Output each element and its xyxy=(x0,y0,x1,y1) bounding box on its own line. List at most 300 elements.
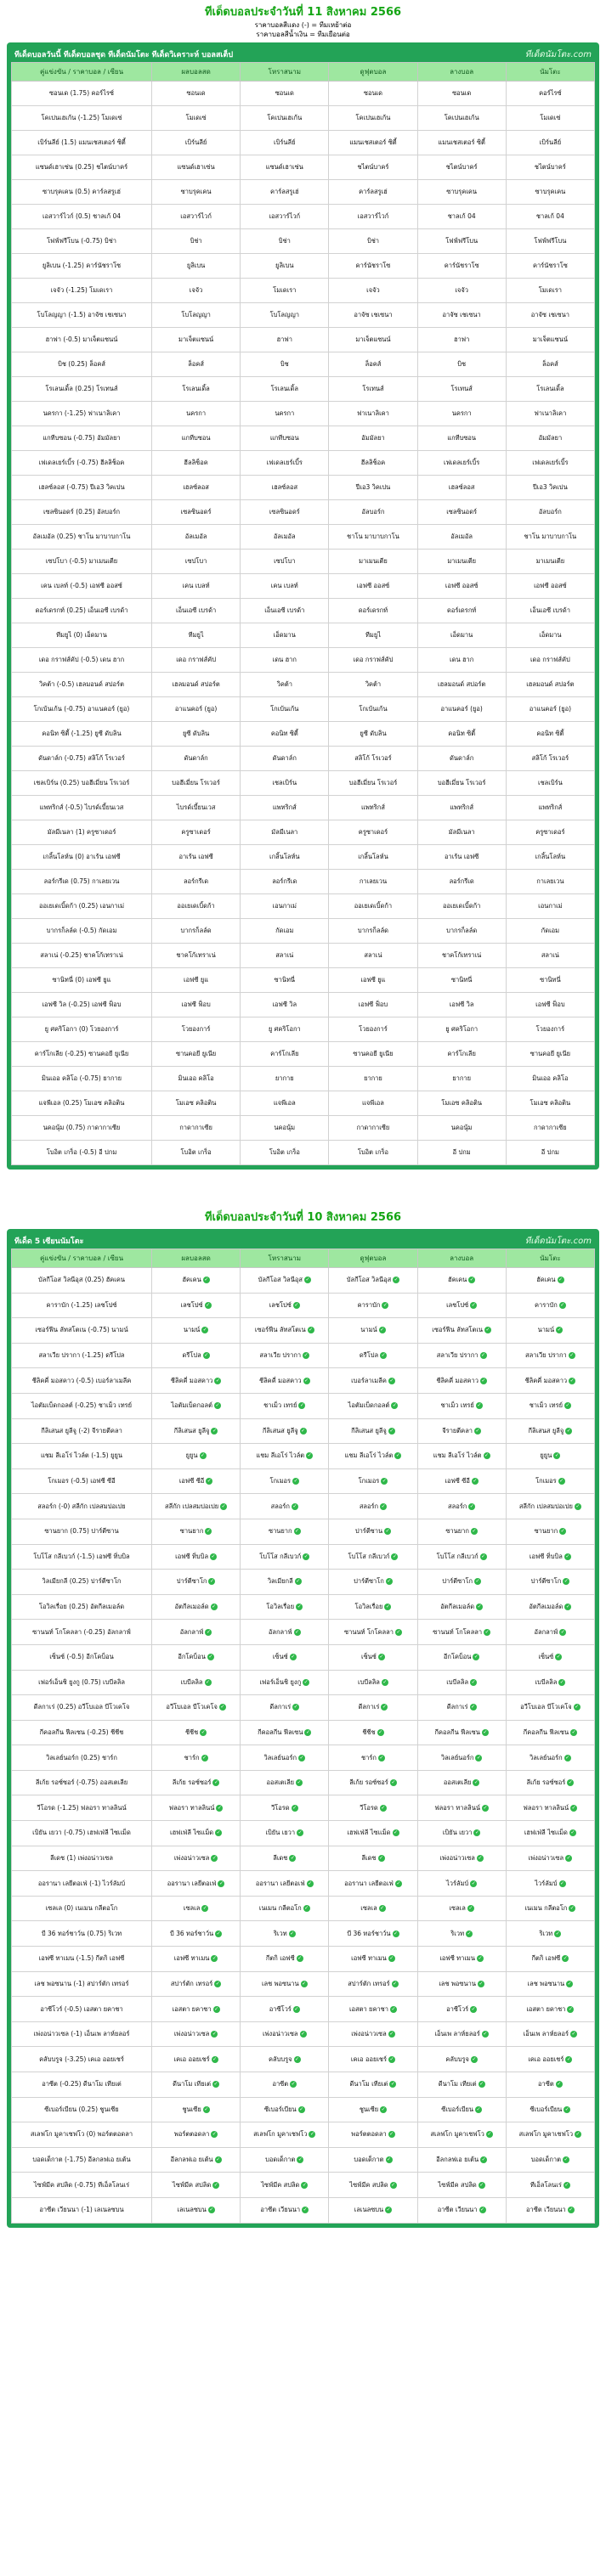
check-icon: ✓ xyxy=(569,2207,574,2213)
pick-cell xyxy=(329,845,417,870)
match-cell xyxy=(12,1343,152,1368)
cell-text: เจจัว xyxy=(366,286,380,294)
table-row xyxy=(12,599,595,623)
pick-cell xyxy=(506,205,594,229)
pick-cell xyxy=(152,1871,241,1897)
table-row xyxy=(12,1268,595,1294)
table-row xyxy=(12,820,595,845)
match-cell xyxy=(12,2072,152,2098)
cell-text: สลอร์ก xyxy=(359,1502,379,1510)
cell-text: เชลเบิร์น xyxy=(538,779,563,786)
pick-cell xyxy=(506,894,594,919)
check-icon: ✓ xyxy=(291,2081,296,2088)
cell-text: ดอร์เดรกท์ xyxy=(446,606,477,614)
cell-text: ออรานา เลยีตอเฟ่ (-1) ไวร์ลัมบ์ xyxy=(37,1879,126,1887)
cell-text: เลช พอซนาน xyxy=(527,1979,565,1987)
cell-text: ไอตัมเบ็ดกอลต์ xyxy=(171,1401,212,1410)
column-header: นัมโตะ xyxy=(506,63,594,82)
cell-text: เลช พอซนาน xyxy=(261,1979,299,1987)
check-icon: ✓ xyxy=(565,1754,570,1761)
cell-text: คลับบรูจ xyxy=(269,2055,292,2063)
pick-cell xyxy=(241,1594,329,1620)
pick-cell xyxy=(417,2047,506,2072)
pick-cell xyxy=(506,993,594,1017)
pick-cell xyxy=(329,1494,417,1519)
cell-text: โบโลญญา xyxy=(269,311,299,318)
cell-text: ยูซี ดับลิน xyxy=(360,730,387,737)
cell-text: อัลกลาฟ์ xyxy=(268,1627,292,1636)
pick-cell xyxy=(241,1544,329,1570)
cell-text: วิคต้า xyxy=(365,680,382,688)
cell-text: เอฟซี วิล xyxy=(272,1001,297,1008)
match-cell xyxy=(12,697,152,722)
cell-text: ไบรด์เบี้ยนเวส xyxy=(176,803,216,811)
pick-cell xyxy=(329,2147,417,2173)
cell-text: กัดเอม xyxy=(275,927,294,934)
cell-text: โกเมอร (-0.5) เอฟซี ซีอี xyxy=(48,1477,116,1485)
pick-cell xyxy=(152,747,241,771)
pick-cell xyxy=(241,2173,329,2198)
check-icon: ✓ xyxy=(202,1754,207,1761)
match-cell xyxy=(12,1695,152,1721)
pick-cell xyxy=(241,352,329,377)
pick-cell xyxy=(506,968,594,993)
pick-cell xyxy=(506,1318,594,1344)
cell-text: คาร์นัชราโซ xyxy=(444,262,479,269)
cell-text: เฮลมอนด์ สปอร์ต xyxy=(438,680,486,688)
table-row xyxy=(12,623,595,648)
pick-cell xyxy=(329,1519,417,1544)
pick-cell xyxy=(417,328,506,352)
table-row xyxy=(12,426,595,451)
pick-cell xyxy=(417,1293,506,1318)
check-icon: ✓ xyxy=(201,1452,206,1459)
cell-text: ชไตน์บาคร์ xyxy=(357,163,389,171)
check-icon: ✓ xyxy=(487,2131,492,2138)
pick-cell xyxy=(241,1444,329,1469)
table-row xyxy=(12,1042,595,1067)
check-icon: ✓ xyxy=(381,1804,386,1811)
cell-text: เอฟซี ยูแ xyxy=(184,976,209,984)
pick-cell xyxy=(329,229,417,254)
pick-cell xyxy=(152,722,241,747)
pick-cell xyxy=(417,1570,506,1595)
cell-text: เจจัว xyxy=(189,286,203,294)
match-cell xyxy=(12,254,152,279)
cell-text: ชาร์ก xyxy=(184,1753,200,1761)
cell-text: อาซีต เวียนนา xyxy=(437,2206,478,2214)
cell-text: โบโลญญา xyxy=(181,311,211,318)
match-cell xyxy=(12,919,152,944)
match-cell xyxy=(12,426,152,451)
check-icon: ✓ xyxy=(471,1301,476,1308)
cell-text: ซานิทนี่ xyxy=(450,976,473,984)
pick-cell xyxy=(417,1947,506,1972)
match-cell xyxy=(12,1896,152,1921)
check-icon: ✓ xyxy=(378,1728,383,1735)
check-icon: ✓ xyxy=(212,2131,217,2138)
cell-text: เลเนลซบน xyxy=(354,2206,384,2214)
cell-text: เซปโบา (-0.5) มาเมนเตีย xyxy=(45,557,118,565)
cell-text: ลีเก้ย รอซ์ซอร์ xyxy=(172,1778,212,1787)
match-cell xyxy=(12,894,152,919)
check-icon: ✓ xyxy=(212,1604,217,1610)
pick-cell xyxy=(506,1519,594,1544)
pick-cell xyxy=(329,1444,417,1469)
cell-text: ล็อคส์ xyxy=(365,360,382,368)
cell-text: เซ็นซ์ xyxy=(538,1653,554,1661)
pick-cell xyxy=(417,722,506,747)
cell-text: สลีกัก เปลสมปอเปย xyxy=(518,1502,573,1510)
pick-cell xyxy=(152,771,241,796)
cell-text: โบอิต เกร็อ xyxy=(357,1148,389,1156)
pick-cell xyxy=(506,1896,594,1921)
pick-cell xyxy=(417,1720,506,1745)
cell-text: เซลเล xyxy=(449,1904,466,1913)
table-row xyxy=(12,747,595,771)
check-icon: ✓ xyxy=(396,1628,401,1635)
cell-text: เบบีลลิล xyxy=(446,1677,469,1686)
pick-cell xyxy=(417,944,506,968)
cell-text: เฮลซ์ลอส (-0.75) ปีเอ3 วิคเปน xyxy=(38,483,125,491)
pick-cell xyxy=(417,1594,506,1620)
cell-text: กัดเอม xyxy=(541,927,560,934)
pick-cell xyxy=(152,2197,241,2223)
match-cell xyxy=(12,402,152,426)
cell-text: คาราบัก xyxy=(357,1300,381,1309)
check-icon: ✓ xyxy=(213,2181,218,2188)
pick-cell xyxy=(506,1971,594,1997)
cell-text: เดอ กราฟส์คัป xyxy=(176,656,216,663)
cell-text: เบิยัน เยวา xyxy=(442,1829,473,1837)
cell-text: เดน ฮาก xyxy=(272,656,297,663)
cell-text: โวยองการ์ xyxy=(181,1025,211,1033)
cell-text: ครูซาเดอร์ xyxy=(181,828,211,836)
table-row xyxy=(12,697,595,722)
pick-cell xyxy=(152,1116,241,1141)
pick-cell xyxy=(329,820,417,845)
pick-cell xyxy=(241,1971,329,1997)
pick-cell xyxy=(152,1997,241,2022)
check-icon: ✓ xyxy=(478,1955,483,1962)
table-row xyxy=(12,1519,595,1544)
check-icon: ✓ xyxy=(560,1528,565,1535)
cell-text: แมนเชสเตอร์ ซิตี้ xyxy=(438,138,485,146)
check-icon: ✓ xyxy=(303,2207,308,2213)
table-row xyxy=(12,1695,595,1721)
pick-cell xyxy=(241,180,329,205)
cell-text: โมเอซ คลิอติน xyxy=(441,1099,482,1107)
pick-cell xyxy=(417,402,506,426)
pick-cell xyxy=(152,1947,241,1972)
cell-text: ดีลกาเร่ xyxy=(446,1703,468,1711)
match-cell xyxy=(12,2047,152,2072)
cell-text: นคอนุ้ม xyxy=(274,1124,296,1131)
cell-text: แชม ลีเอโร่ ไวล์ต xyxy=(344,1451,394,1460)
cell-text: ริเวท xyxy=(273,1929,287,1937)
pick-cell xyxy=(329,796,417,820)
table-row xyxy=(12,1141,595,1165)
cell-text: ยู ศคริโอกา (0) โวยองการ์ xyxy=(44,1025,119,1033)
pick-cell xyxy=(329,2072,417,2098)
pick-cell xyxy=(152,673,241,697)
cell-text: แซนด์เฮาเซ่น (0.25) ชไตน์บาคร์ xyxy=(35,163,128,171)
check-icon: ✓ xyxy=(207,1478,212,1485)
pick-cell xyxy=(506,402,594,426)
table-row xyxy=(12,2072,595,2098)
cell-text: ปีเอ3 วิคเปน xyxy=(533,483,568,491)
pick-cell xyxy=(241,1468,329,1494)
cell-text: นครกา (-1.25) ฟาเนาลิเคา xyxy=(42,409,121,417)
pick-cell xyxy=(241,82,329,106)
pick-cell xyxy=(506,1042,594,1067)
cell-text: เอ็ดมาน xyxy=(450,631,473,639)
pick-cell xyxy=(241,525,329,550)
match-cell xyxy=(12,1846,152,1871)
table-row xyxy=(12,254,595,279)
table-row xyxy=(12,2197,595,2223)
pick-cell xyxy=(152,1720,241,1745)
pick-cell xyxy=(506,1947,594,1972)
cell-text: นามน์ xyxy=(183,1326,201,1334)
pick-cell xyxy=(329,106,417,131)
pick-cell xyxy=(506,1997,594,2022)
pick-cell xyxy=(506,1418,594,1444)
cell-text: โบโโส กลีเบวก์ xyxy=(348,1552,390,1560)
pick-cell xyxy=(329,82,417,106)
check-icon: ✓ xyxy=(568,1779,573,1786)
check-icon: ✓ xyxy=(473,1654,479,1660)
check-icon: ✓ xyxy=(394,1277,399,1283)
cell-text: ออเยเดเบิ้ดก้า (0.25) เอนกาเม่ xyxy=(38,902,125,910)
column-header: โหราสนาม xyxy=(241,63,329,82)
cell-text: โมเดเซ่ xyxy=(540,114,561,121)
cell-text: ยูยูน xyxy=(540,1451,552,1460)
cell-text: ฮาฟา (-0.5) มาเจ็ตแซนน์ xyxy=(45,335,118,343)
cell-text: อัลเมอัล xyxy=(273,533,296,540)
pick-cell xyxy=(329,673,417,697)
pick-cell xyxy=(506,451,594,476)
match-cell xyxy=(12,722,152,747)
table-row xyxy=(12,1594,595,1620)
cell-text: ชีลิคคี่ มอสคาว xyxy=(524,1376,568,1384)
cell-text: ดอร์เดรกท์ xyxy=(358,606,388,614)
pick-cell xyxy=(506,1644,594,1670)
cell-text: เซ็นซ์ xyxy=(272,1653,288,1661)
cell-text: ทีมยูไ (0) เอ็ดมาน xyxy=(56,631,107,639)
pick-cell xyxy=(241,279,329,303)
table-row xyxy=(12,919,595,944)
cell-text: แชม ลีเอโร่ ไวล์ต xyxy=(256,1451,305,1460)
cell-text: ออเยเดเบิ้ดก้า xyxy=(442,902,481,910)
cell-text: เฟอร์เอ็นชิ ยูงกู xyxy=(259,1677,302,1686)
cell-text: เคเอ ออยเชร์ xyxy=(528,2055,564,2063)
check-icon: ✓ xyxy=(389,1377,394,1384)
match-cell xyxy=(12,2197,152,2223)
header-2 xyxy=(0,1207,606,1226)
pick-cell xyxy=(241,1896,329,1921)
pick-cell xyxy=(506,1570,594,1595)
pick-cell xyxy=(152,1795,241,1821)
pick-cell xyxy=(241,2197,329,2223)
match-cell xyxy=(12,106,152,131)
pick-cell xyxy=(417,2173,506,2198)
cell-text: บากรก็ลล์ด xyxy=(446,927,478,934)
match-cell xyxy=(12,476,152,500)
pick-cell xyxy=(506,845,594,870)
match-cell xyxy=(12,993,152,1017)
check-icon: ✓ xyxy=(380,1327,385,1333)
cell-text: ฟาเนาลิเคา xyxy=(534,409,567,417)
check-icon: ✓ xyxy=(208,1654,213,1660)
check-icon: ✓ xyxy=(480,1352,486,1359)
cell-text: เซอร์ฟีน ลัทสโตเน xyxy=(254,1326,306,1334)
pick-cell xyxy=(329,747,417,771)
check-icon: ✓ xyxy=(475,1427,480,1434)
check-icon: ✓ xyxy=(215,1980,220,1987)
cell-text: มาเจ็ตแซนน์ xyxy=(355,335,391,343)
check-icon: ✓ xyxy=(381,1352,386,1359)
cell-text: เอ็นเอซี เบรด้า xyxy=(530,606,570,614)
pick-cell xyxy=(417,796,506,820)
pick-cell xyxy=(152,1318,241,1344)
pick-cell xyxy=(417,574,506,599)
check-icon: ✓ xyxy=(391,2181,396,2188)
pick-cell xyxy=(152,1368,241,1394)
pick-cell xyxy=(417,870,506,894)
cell-text: เฮลมอนด์ สปอร์ต xyxy=(172,680,220,688)
cell-text: ซาบรุคเคน xyxy=(535,188,566,195)
cell-text: กีลิเสนส ยูลีจู (-2) จีรายตีคลา xyxy=(41,1426,122,1435)
cell-text: โรเลนเดิ้ล xyxy=(536,385,564,392)
pick-cell xyxy=(241,1670,329,1695)
cell-text: เซลซินอดร์ xyxy=(269,508,300,516)
cell-text: เซ็นซ์ (-0.5) อีกโคบ็อน xyxy=(49,1653,114,1661)
check-icon: ✓ xyxy=(471,1880,476,1886)
pick-cell xyxy=(506,1921,594,1947)
pick-cell xyxy=(506,1268,594,1294)
cell-text: ซานยาก (0.75) ปาร์ตีซาน xyxy=(44,1527,119,1536)
pick-cell xyxy=(152,599,241,623)
cell-text: บอฮีเมี่ยน โรเวอร์ xyxy=(172,779,220,786)
pick-cell xyxy=(241,1268,329,1294)
pick-cell xyxy=(152,180,241,205)
cell-text: โวยองการ์ xyxy=(535,1025,565,1033)
pick-cell xyxy=(241,1067,329,1091)
pick-cell xyxy=(329,870,417,894)
pick-cell xyxy=(506,476,594,500)
pick-cell xyxy=(241,796,329,820)
match-cell xyxy=(12,205,152,229)
cell-text: ชาร์ก xyxy=(361,1753,377,1761)
cell-text: ฮาฟา xyxy=(276,335,292,343)
cell-text: ชีลิคคี่ มอสคาว xyxy=(436,1376,479,1384)
legend-blue: ราคาบอลสีน้ำเงิน = ทีมเยือนต่อ xyxy=(256,31,350,38)
cell-text: ฮาฟา xyxy=(454,335,470,343)
pick-cell xyxy=(329,1720,417,1745)
cell-text: โกเมอร xyxy=(358,1477,380,1485)
box-title-bar-2 xyxy=(11,1233,595,1249)
pick-cell xyxy=(241,771,329,796)
cell-text: ยากาย xyxy=(364,1074,382,1082)
cell-text: แกทีบซอน xyxy=(269,434,299,442)
cell-text: สลาเวีย ปรากา xyxy=(436,1351,479,1360)
cell-text: ปาร์ตีซาโก xyxy=(530,1577,562,1586)
table-row xyxy=(12,1418,595,1444)
cell-text: เอฟซี ออสซ์ xyxy=(356,582,390,589)
pick-cell xyxy=(329,1343,417,1368)
pick-cell xyxy=(506,673,594,697)
pick-cell xyxy=(329,1017,417,1042)
cell-text: มาเจ็ตแซนน์ xyxy=(532,335,568,343)
cell-text: ชาโน มาบาบกาโน xyxy=(524,533,577,540)
cell-text: ชูนเซีย xyxy=(359,2105,379,2113)
pick-cell xyxy=(241,1116,329,1141)
check-icon: ✓ xyxy=(472,2055,477,2062)
pick-cell xyxy=(152,106,241,131)
match-cell xyxy=(12,1971,152,1997)
match-cell xyxy=(12,550,152,574)
pick-cell xyxy=(329,894,417,919)
brand-logo-2[interactable]: ทีเด็ดนัมโตะ.com xyxy=(524,1236,592,1246)
table-row xyxy=(12,1745,595,1771)
match-cell xyxy=(12,599,152,623)
pick-cell xyxy=(241,968,329,993)
match-cell xyxy=(12,328,152,352)
cell-text: ดันดาล์ก xyxy=(272,754,297,762)
pick-cell xyxy=(152,1770,241,1795)
match-cell xyxy=(12,820,152,845)
check-icon: ✓ xyxy=(479,2181,484,2188)
cell-text: เอ็ดมาน xyxy=(273,631,296,639)
cell-text: โบโโส กลีเบวก์ xyxy=(259,1552,302,1560)
pick-cell xyxy=(506,697,594,722)
check-icon: ✓ xyxy=(297,2156,303,2163)
pick-cell xyxy=(241,1141,329,1165)
cell-text: เพ่งอน่าวเซล xyxy=(439,1853,475,1862)
pick-cell xyxy=(506,648,594,673)
cell-text: เซลเล xyxy=(360,1904,377,1913)
match-cell xyxy=(12,1468,152,1494)
pick-cell xyxy=(417,377,506,402)
brand-logo-1[interactable]: ทีเด็ดนัมโตะ.com xyxy=(524,49,592,59)
pick-cell xyxy=(152,1644,241,1670)
check-icon: ✓ xyxy=(556,1654,561,1660)
check-icon: ✓ xyxy=(395,1452,400,1459)
cell-text: แกทีบซอน (-0.75) อัมมัลยา xyxy=(42,434,121,442)
match-cell xyxy=(12,1116,152,1141)
pick-cell xyxy=(506,820,594,845)
check-icon: ✓ xyxy=(471,2005,476,2012)
cell-text: แจพีเอล (0.25) โมเอซ คลิอติน xyxy=(38,1099,125,1107)
cell-text: เอสวาร์ไวก์ xyxy=(269,212,301,220)
cell-text: แพทริกส์ (-0.5) ไบรด์เบี้ยนเวส xyxy=(39,803,124,811)
pick-cell xyxy=(417,451,506,476)
header-1 xyxy=(0,0,606,39)
pick-cell xyxy=(417,968,506,993)
match-cell xyxy=(12,1368,152,1394)
cell-text: สลาเวีย ปรากา xyxy=(525,1351,567,1360)
cell-text: กีคอลกีน ฟีลเซน xyxy=(523,1728,569,1736)
cell-text: ซานยาก xyxy=(445,1527,469,1536)
cell-text: ซีเบอร์เบียน xyxy=(441,2105,474,2113)
cell-text: ลอร์กรีเด xyxy=(449,877,474,885)
pick-cell xyxy=(506,2147,594,2173)
cell-text: เอนกาเม่ xyxy=(272,902,297,910)
pick-cell xyxy=(506,1544,594,1570)
cell-text: บี 36 ทอร์ชาว์น xyxy=(169,1929,214,1937)
cell-text: อัลบอร์ก xyxy=(538,508,562,516)
